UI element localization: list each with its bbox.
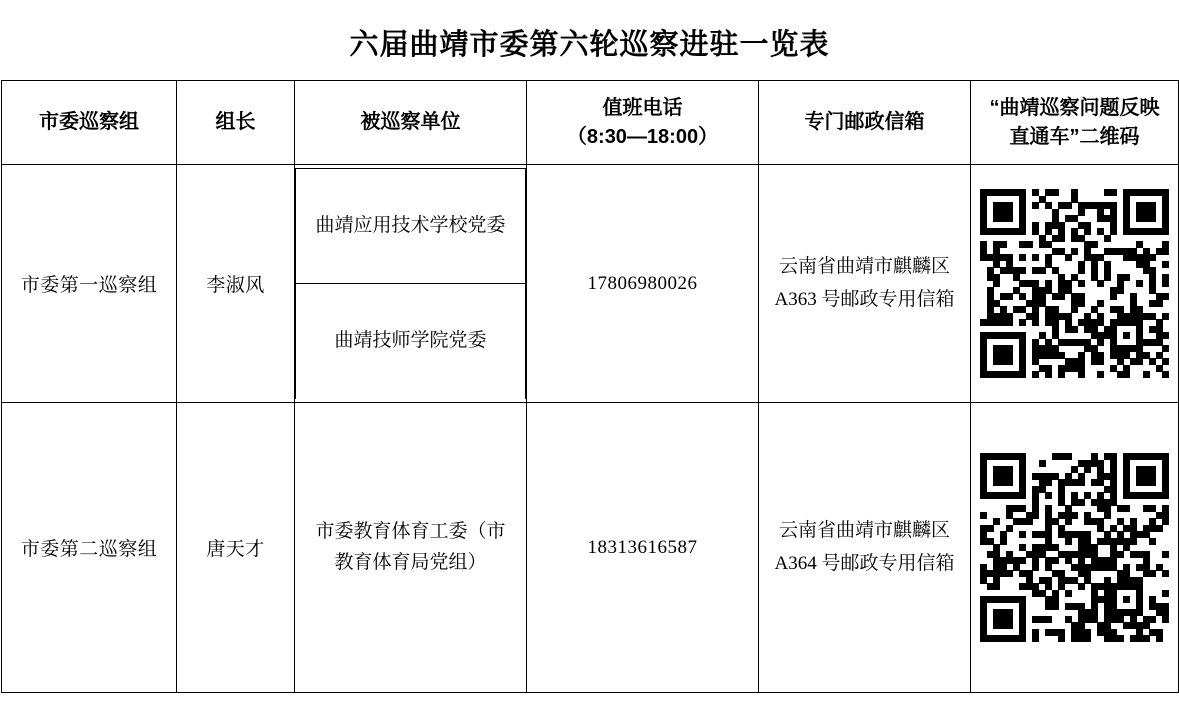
unit-item-line2: 教育体育局党组） — [334, 551, 487, 573]
cell-mailbox-2 — [759, 403, 971, 693]
table-header-row — [2, 81, 1179, 165]
mailbox-line1: 云南省曲靖市麒麟区 — [778, 520, 950, 542]
column-header-group: 市委巡察组 — [2, 81, 177, 165]
cell-group-2: 市委第二巡察组 — [2, 403, 177, 693]
mailbox-line2: A363 号邮政专用信箱 — [774, 288, 955, 310]
table-row — [2, 165, 1179, 403]
cell-group-1: 市委第一巡察组 — [2, 165, 177, 403]
column-header-unit: 被巡察单位 — [295, 81, 527, 165]
unit-subrow — [296, 284, 526, 399]
cell-phone-2: 18313616587 — [527, 403, 759, 693]
unit-subrow — [296, 169, 526, 284]
mailbox-line1: 云南省曲靖市麒麟区 — [778, 256, 950, 278]
cell-leader-1: 李淑风 — [177, 165, 295, 403]
column-header-mailbox: 专门邮政信箱 — [759, 81, 971, 165]
qr-code-icon — [977, 189, 1172, 378]
column-header-phone-line2: （8:30—18:00） — [566, 125, 719, 148]
table-body — [2, 165, 1179, 693]
column-header-phone-line1: 值班电话 — [602, 96, 683, 119]
column-header-leader: 组长 — [177, 81, 295, 165]
mailbox-line2: A364 号邮政专用信箱 — [774, 552, 955, 574]
cell-qrcode-2 — [971, 403, 1179, 693]
column-header-qrcode-line1: “曲靖巡察问题反映 — [989, 96, 1160, 119]
column-header-qrcode — [971, 81, 1179, 165]
unit-item-line1: 市委教育体育工委（市 — [315, 521, 506, 543]
cell-qrcode-1 — [971, 165, 1179, 403]
cell-unit-1 — [295, 165, 527, 403]
cell-mailbox-1 — [759, 165, 971, 403]
table-row — [2, 403, 1179, 693]
inspection-schedule-table — [1, 80, 1179, 693]
unit-sublist-1 — [295, 168, 526, 399]
unit-item: 曲靖技师学院党委 — [296, 284, 526, 399]
qr-code-icon — [977, 453, 1172, 642]
page-title: 六届曲靖市委第六轮巡察进驻一览表 — [349, 29, 830, 61]
cell-phone-1: 17806980026 — [527, 165, 759, 403]
column-header-phone — [527, 81, 759, 165]
column-header-qrcode-line2: 直通车”二维码 — [1009, 125, 1140, 148]
unit-item: 曲靖应用技术学校党委 — [296, 169, 526, 284]
cell-leader-2: 唐天才 — [177, 403, 295, 693]
cell-unit-2 — [295, 403, 527, 693]
table-header — [2, 81, 1179, 165]
